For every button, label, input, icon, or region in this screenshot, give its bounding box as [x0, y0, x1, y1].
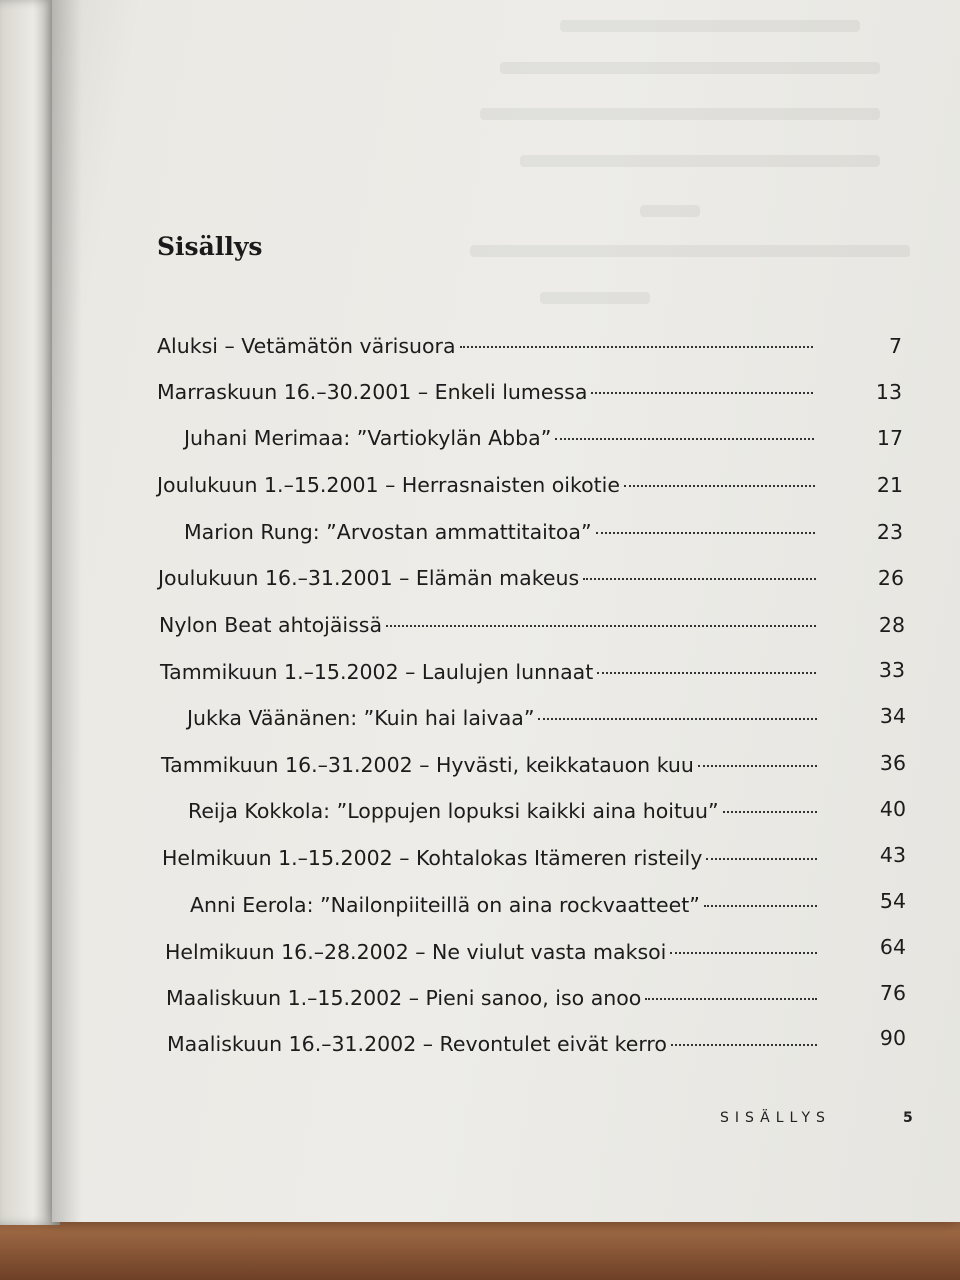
toc-entry-title: Tammikuun 1.–15.2002 – Laulujen lunnaat — [160, 660, 594, 684]
toc-entry-page: 64 — [879, 935, 906, 959]
toc-entry-page: 40 — [879, 797, 906, 821]
page-number: 5 — [903, 1110, 913, 1126]
toc-entry-title: Joulukuun 1.–15.2001 – Herrasnaisten oikotie — [157, 473, 620, 497]
show-through-line — [640, 205, 700, 217]
dot-leader — [723, 811, 817, 813]
toc-entry-title: Helmikuun 1.–15.2002 – Kohtalokas Itämeren risteily — [162, 846, 703, 870]
dot-leader — [624, 485, 815, 487]
toc-entry-title: Tammikuun 16.–31.2002 – Hyvästi, keikkatauon kuu — [161, 753, 694, 777]
dot-leader — [583, 578, 816, 580]
toc-entry — [167, 1032, 821, 1056]
toc-entry-page: 43 — [879, 843, 906, 867]
show-through-line — [480, 108, 880, 120]
toc-entry — [161, 753, 821, 777]
toc-entry — [158, 566, 820, 590]
toc-entry — [187, 706, 821, 730]
dot-leader — [704, 905, 817, 907]
dot-leader — [460, 346, 813, 348]
show-through-line — [560, 20, 860, 32]
toc-entry-page: 36 — [879, 751, 906, 775]
dot-leader — [591, 392, 813, 394]
toc-entry — [160, 660, 820, 684]
dot-leader — [597, 672, 816, 674]
dot-leader — [698, 765, 817, 767]
dot-leader — [645, 998, 817, 1000]
toc-entry — [184, 426, 818, 450]
dot-leader — [555, 438, 814, 440]
toc-entry-title: Marraskuun 16.–30.2001 – Enkeli lumessa — [157, 380, 588, 404]
toc-entry-title: Anni Eerola: ”Nailonpiiteillä on aina rockvaatteet” — [190, 893, 700, 917]
toc-entry — [157, 473, 819, 497]
toc-entry-page: 26 — [877, 566, 904, 590]
running-head: SISÄLLYS — [720, 1110, 831, 1126]
toc-entry-page: 33 — [878, 658, 905, 682]
toc-entry — [157, 334, 817, 358]
toc-entry — [188, 799, 821, 823]
toc-entry-title: Nylon Beat ahtojäissä — [159, 613, 383, 637]
toc-entry-title: Helmikuun 16.–28.2002 – Ne viulut vasta maksoi — [165, 940, 667, 964]
toc-entry — [165, 940, 821, 964]
toc-entry-page: 28 — [878, 613, 905, 637]
toc-entry-title: Jukka Väänänen: ”Kuin hai laivaa” — [187, 706, 535, 730]
toc-entry-page: 23 — [876, 520, 903, 544]
dot-leader — [671, 1044, 817, 1046]
toc-entry-title: Aluksi – Vetämätön värisuora — [157, 334, 456, 358]
toc-entry-page: 13 — [875, 380, 902, 404]
show-through-line — [500, 62, 880, 74]
dot-leader — [386, 625, 816, 627]
gutter-shadow — [52, 0, 82, 1222]
show-through-line — [540, 292, 650, 304]
toc-entry-page: 76 — [879, 981, 906, 1005]
dot-leader — [538, 718, 817, 720]
toc-entry-title: Maaliskuun 1.–15.2002 – Pieni sanoo, iso anoo — [166, 986, 642, 1010]
facing-page-edge — [0, 0, 60, 1225]
dot-leader — [670, 952, 817, 954]
dot-leader — [706, 858, 817, 860]
toc-entry-title: Reija Kokkola: ”Loppujen lopuksi kaikki aina hoituu” — [188, 799, 719, 823]
show-through-line — [470, 245, 910, 257]
toc-entry-page: 17 — [876, 426, 903, 450]
page-title: Sisällys — [157, 232, 263, 261]
dot-leader — [596, 532, 815, 534]
toc-entry-title: Marion Rung: ”Arvostan ammattitaitoa” — [184, 520, 592, 544]
toc-entry-page: 90 — [879, 1026, 906, 1050]
toc-entry — [157, 380, 817, 404]
toc-entry-page: 7 — [888, 334, 902, 358]
show-through-line — [520, 155, 880, 167]
toc-entry-page: 54 — [879, 889, 906, 913]
toc-entry-page: 34 — [879, 704, 906, 728]
toc-entry-page: 21 — [876, 473, 903, 497]
toc-entry — [166, 986, 821, 1010]
toc-entry — [184, 520, 819, 544]
toc-entry — [190, 893, 821, 917]
toc-entry — [159, 613, 820, 637]
toc-entry-title: Joulukuun 16.–31.2001 – Elämän makeus — [158, 566, 580, 590]
toc-entry-title: Juhani Merimaa: ”Vartiokylän Abba” — [184, 426, 552, 450]
toc-entry-title: Maaliskuun 16.–31.2002 – Revontulet eivät kerro — [167, 1032, 667, 1056]
toc-entry — [162, 846, 821, 870]
